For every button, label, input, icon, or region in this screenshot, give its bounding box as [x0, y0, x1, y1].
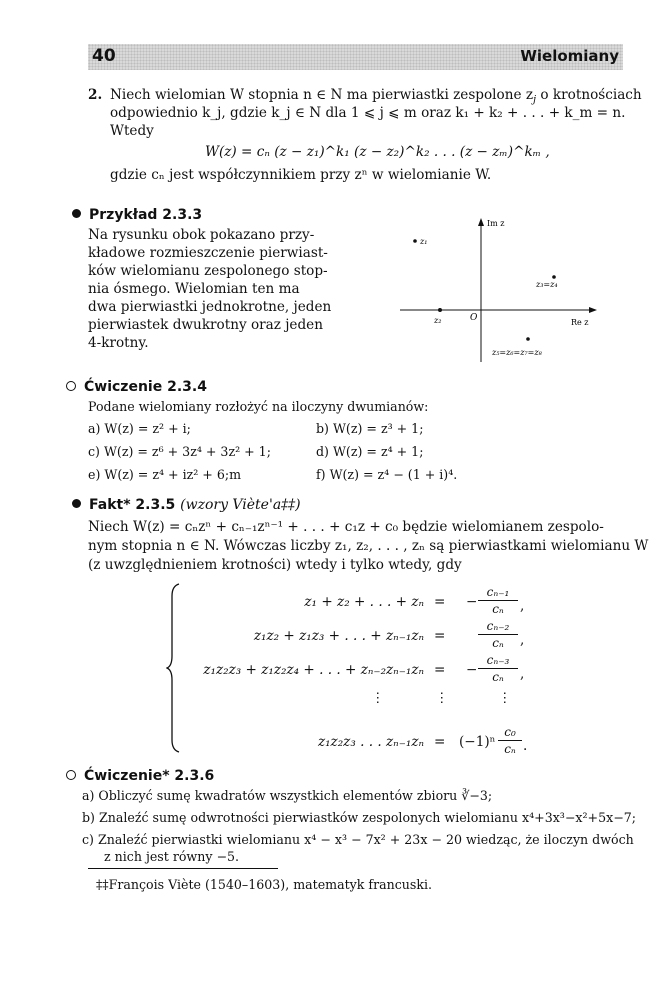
system-lhs: z₁ + z₂ + . . . + zₙ: [304, 594, 424, 610]
example-line: nia ósmego. Wielomian ten ma: [88, 281, 300, 297]
exercise1-item: c) W(z) = z⁶ + 3z⁴ + 3z² + 1;: [88, 444, 271, 459]
real-axis-arrow: [589, 307, 597, 313]
item-number: 2.: [88, 87, 103, 103]
fraction: cₙ₋₃ cₙ: [478, 653, 518, 684]
exercise1-intro: Podane wielomiany rozłożyć na iloczyny dwumianów:: [88, 399, 429, 414]
system-sign: −: [466, 662, 478, 678]
example-line: 4-krotny.: [88, 335, 149, 351]
root-label: z₅=z₆=z₇=z₈: [492, 348, 542, 357]
root-point: [413, 239, 417, 243]
exercise2-item: z nich jest równy −5.: [104, 849, 240, 864]
system-lhs: z₁z₂ + z₁z₃ + . . . + zₙ₋₁zₙ: [253, 628, 424, 644]
fact-line: Niech W(z) = cₙzⁿ + cₙ₋₁zⁿ⁻¹ + . . . + c₁z + c₀ będzie wielomianem zespolo-: [88, 519, 604, 535]
example-heading: Przykład 2.3.3: [72, 207, 202, 223]
footnote: ‡‡François Viète (1540–1603), matematyk francuski.: [96, 877, 433, 892]
root-point: [526, 337, 530, 341]
system-tail: ,: [520, 666, 525, 682]
item2-after: gdzie cₙ jest współczynnikiem przy zⁿ w wielomianie W.: [110, 167, 492, 183]
item2-line2: odpowiednio k_j, gdzie k_j ∈ N dla 1 ⩽ j ⩽ m oraz k₁ + k₂ + . . . + k_m = n.: [110, 105, 626, 121]
exercise2-item: a) Obliczyć sumę kwadratów wszystkich elementów zbioru ∛−3;: [82, 788, 493, 803]
example-line: pierwiastek dwukrotny oraz jeden: [88, 317, 323, 333]
fact-line: nym stopnia n ∈ N. Wówczas liczby z₁, z₂, . . . , zₙ są pierwiastkami wielomianu W: [88, 538, 649, 554]
item2-line3: Wtedy: [110, 123, 154, 139]
circle-icon: [66, 381, 76, 391]
system-tail: ,: [520, 598, 525, 614]
system-tail: .: [523, 738, 528, 754]
exercise1-heading: Ćwiczenie 2.3.4: [66, 379, 207, 395]
exercise2-heading: Ćwiczenie* 2.3.6: [66, 768, 214, 784]
system-vdots: ⋮: [498, 690, 512, 706]
complex-plane-figure: [395, 212, 605, 367]
fraction: c₀ cₙ: [498, 725, 522, 756]
fact-line: (z uwzględnieniem krotności) wtedy i tylko wtedy, gdy: [88, 557, 462, 573]
system-lhs: z₁z₂z₃ + z₁z₂z₄ + . . . + zₙ₋₂zₙ₋₁zₙ: [203, 662, 424, 678]
exercise1-item: e) W(z) = z⁴ + iz² + 6;m: [88, 467, 242, 482]
example-line: dwa pierwiastki jednokrotne, jeden: [88, 299, 332, 315]
system-eq: =: [434, 662, 446, 678]
example-line: Na rysunku obok pokazano przy-: [88, 227, 315, 243]
exercise1-item: b) W(z) = z³ + 1;: [316, 421, 424, 436]
root-label: z₁: [420, 237, 428, 246]
root-point: [438, 308, 442, 312]
im-label: Im z: [487, 219, 505, 228]
page-header: [88, 44, 623, 70]
system-vdots: ⋮: [371, 690, 385, 706]
product-formula: W(z) = cₙ (z − z₁)^k₁ (z − z₂)^k₂ . . . (z − zₘ)^kₘ ,: [205, 144, 550, 160]
system-tail: ,: [520, 632, 525, 648]
system-sign: (−1)ⁿ: [459, 734, 496, 750]
system-sign: −: [466, 594, 478, 610]
page-number: 40: [92, 46, 116, 66]
exercise2-item: c) Znaleźć pierwiastki wielomianu x⁴ − x³ − 7x² + 23x − 20 wiedząc, że iloczyn dwóch: [82, 832, 634, 847]
system-eq: =: [434, 734, 446, 750]
root-point: [552, 275, 556, 279]
left-brace: [166, 582, 182, 754]
system-lhs: z₁z₂z₃ . . . zₙ₋₁zₙ: [317, 734, 424, 750]
circle-icon: [66, 770, 76, 780]
re-label: Re z: [571, 318, 589, 327]
fraction: cₙ₋₂ cₙ: [478, 619, 518, 650]
root-label: z₃=z₄: [536, 280, 558, 289]
origin-label: O: [470, 313, 478, 323]
exercise1-item: a) W(z) = z² + i;: [88, 421, 191, 436]
imaginary-axis-arrow: [478, 218, 484, 226]
fact-heading: Fakt* 2.3.5 (wzory Viète'a‡‡): [72, 497, 301, 513]
system-eq: =: [434, 628, 446, 644]
chapter-title: Wielomiany: [520, 47, 619, 65]
system-eq: =: [434, 594, 446, 610]
system-vdots: ⋮: [435, 690, 449, 706]
exercise1-item: d) W(z) = z⁴ + 1;: [316, 444, 424, 459]
root-label: z₂: [434, 316, 442, 325]
exercise2-item: b) Znaleźć sumę odwrotności pierwiastków zespolonych wielomianu x⁴+3x³−x²+5x−7;: [82, 810, 637, 825]
item2-line1: Niech wielomian W stopnia n ∈ N ma pierwiastki zespolone $z_j$ o krotnościach: [110, 87, 642, 106]
example-line: kładowe rozmieszczenie pierwiast-: [88, 245, 328, 261]
bullet-icon: [72, 499, 81, 508]
footnote-rule: [88, 868, 278, 869]
example-line: ków wielomianu zespolonego stop-: [88, 263, 328, 279]
exercise1-item: f) W(z) = z⁴ − (1 + i)⁴.: [316, 467, 458, 482]
fraction: cₙ₋₁ cₙ: [478, 585, 518, 616]
bullet-icon: [72, 209, 81, 218]
